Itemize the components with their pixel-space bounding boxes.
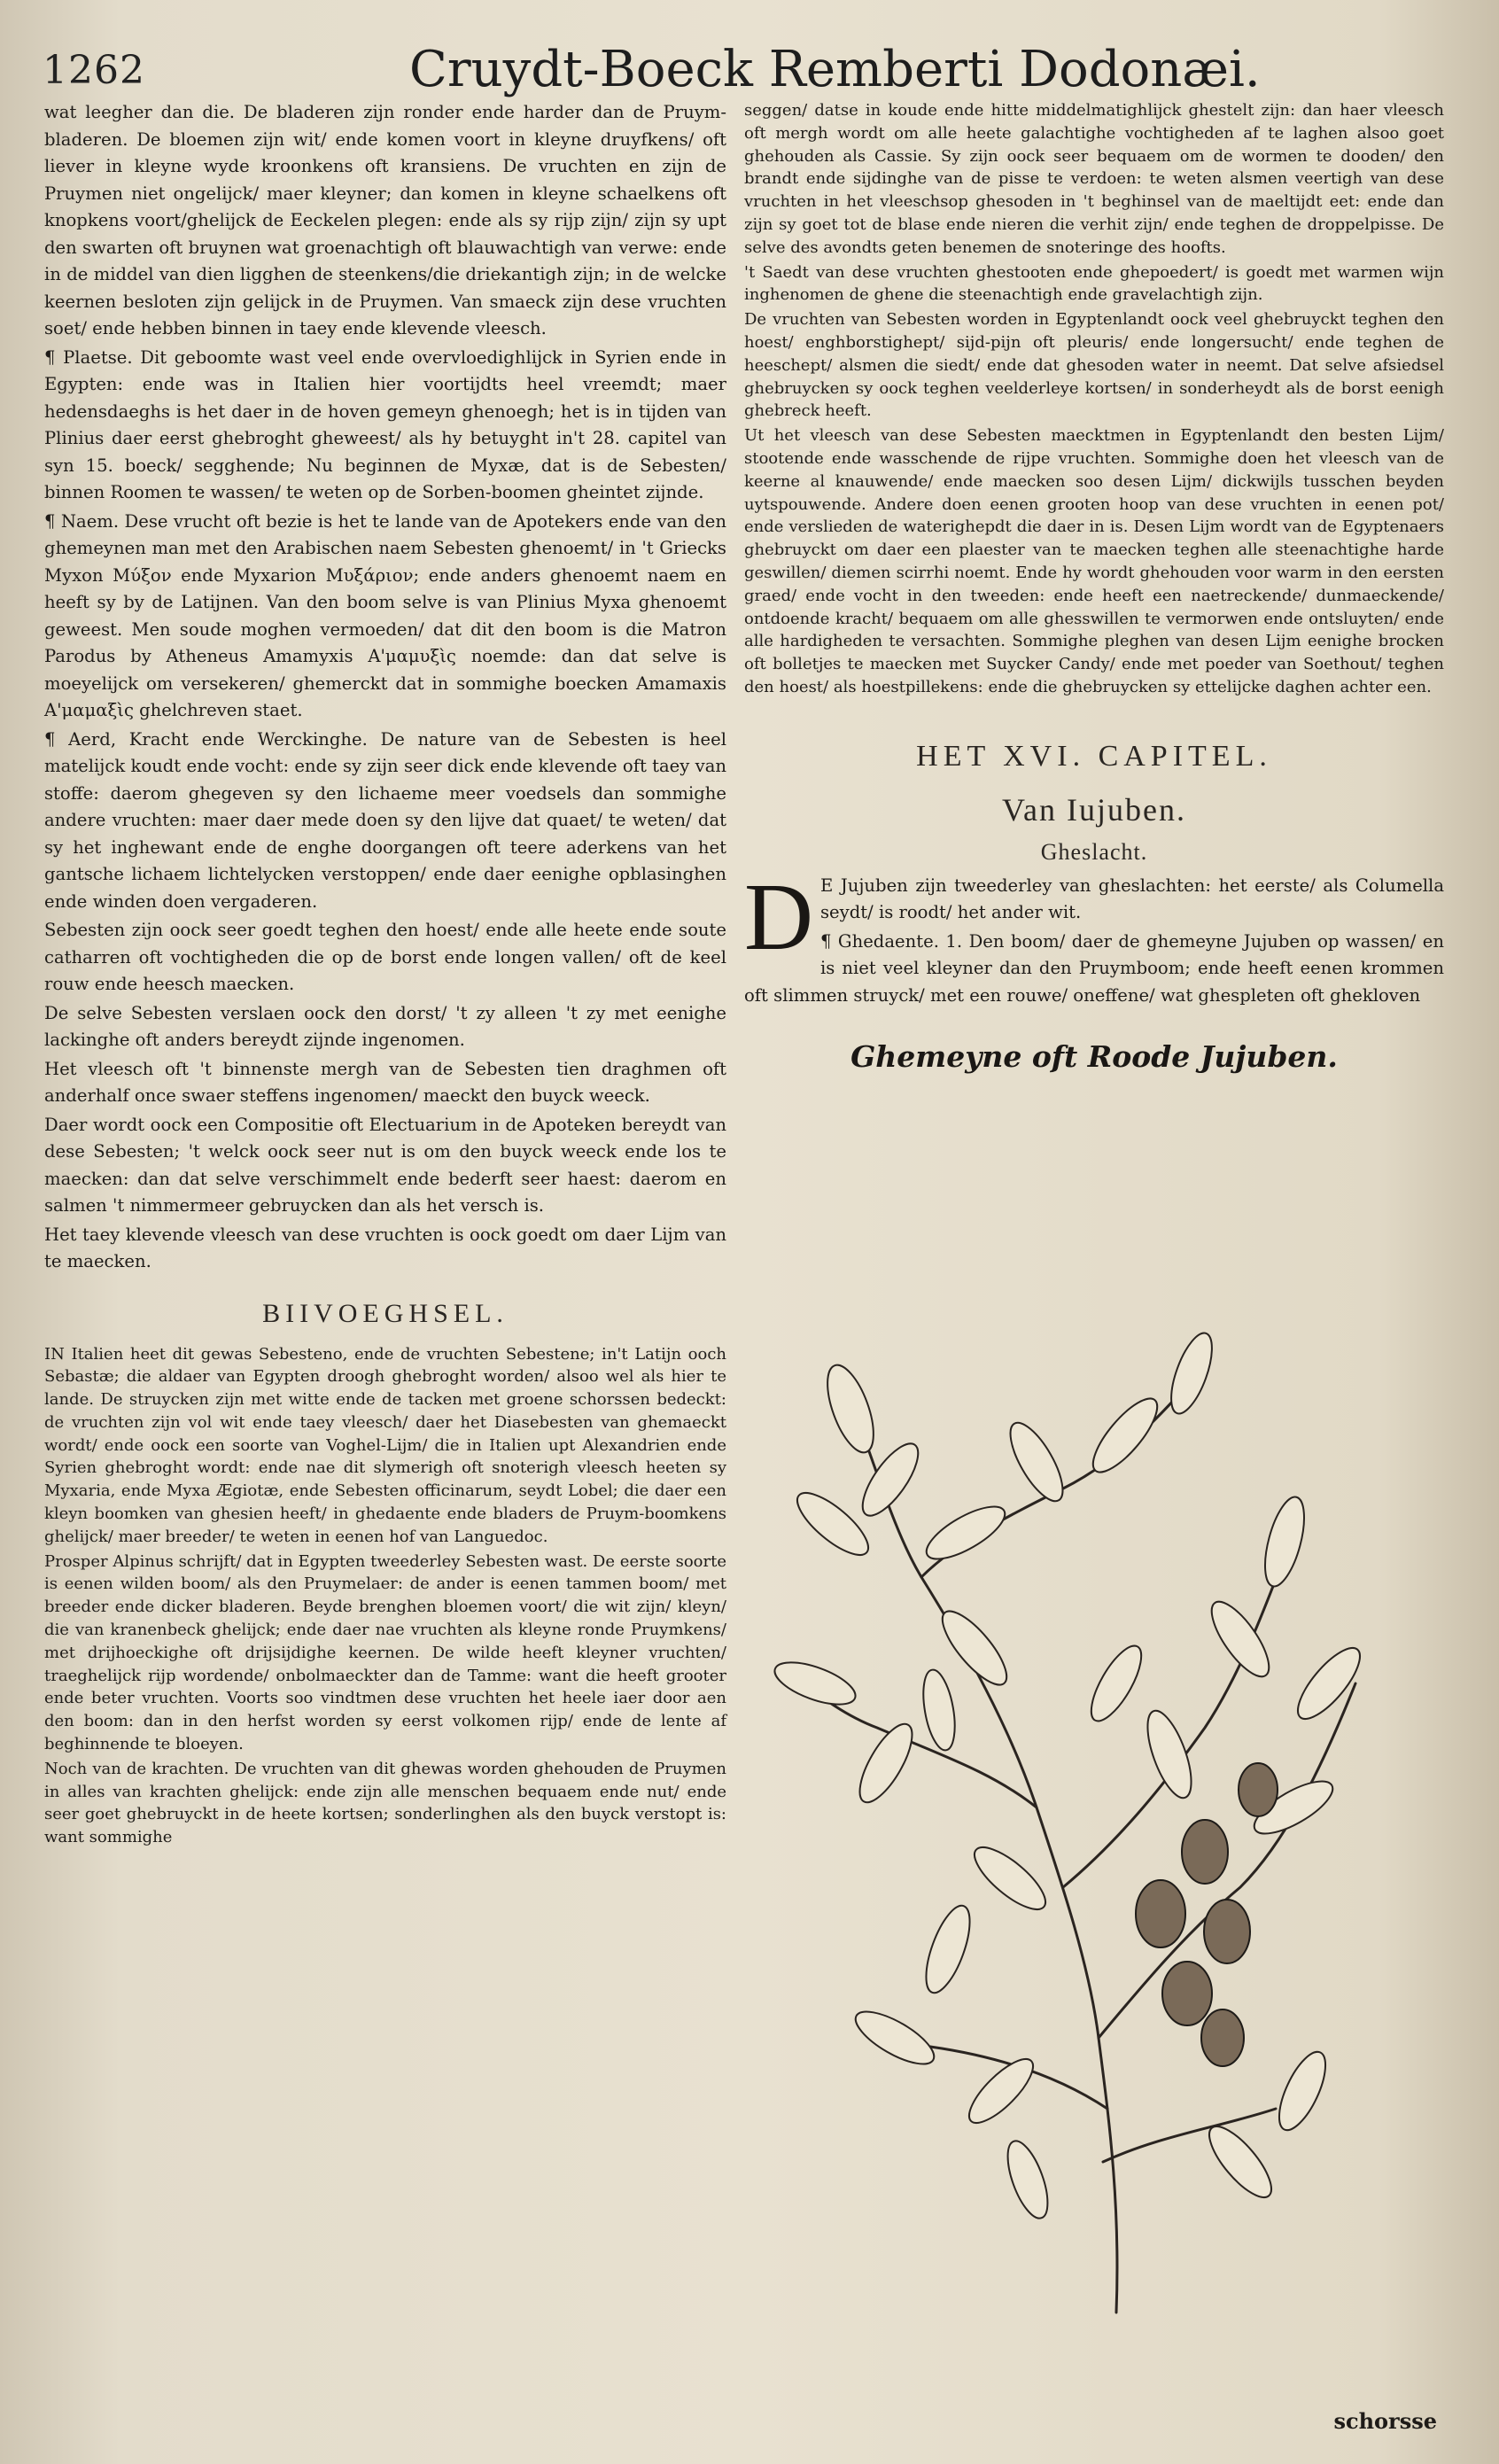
- bijvoeghsel-paragraph-1: IN Italien heet dit gewas Sebesteno, ende de vruchten Sebestene; in't Latijn ooch Sebastæ; die aldaer van Egypten droogh ghebroght worden/ alsoo wel als hier te lande. De struycken zijn met witte ende de tacken met groene schorssen bedeckt: de vruchten zijn vol wit ende taey vleesch/ daer het Diasebesten van ghemaeckt wordt/ ende oock een soorte van Voghel-Lijm/ die in Italien upt Alexandrien ende Syrien ghebroght wordt: ende nae dit slymerigh oft snoterigh vleesch heeten sy Myxaria, ende Myxa Ægiotæ, ende Sebesten officinarum, seydt Lobel; die daer een kleyn boomken van ghesien heeft/ in ghedaente ende bladers de Pruym-boomkens ghelijck/ maer breeder/ te weten in eenen hof van Languedoc.: [44, 1344, 726, 1546]
- left-paragraph-1: wat leegher dan die. De bladeren zijn ronder ende harder dan de Pruym-bladeren. De bloemen zijn wit/ ende komen voort in kleyne druyfkens/ oft liever in kleyne wyde kroonkens oft kransiens. De vruchten en zijn de Pruymen niet ongelijck/ maer kleyner; dan komen in kleyne schaelkens oft knopkens voort/ghelijck de Eeckelen plegen: ende als sy rijp zijn/ zijn sy upt den swarten oft bruynen wat groenachtigh oft blauwachtigh van verwe: ende in de middel van dien ligghen de steenkens/die driekantigh zijn; in de welcke keernen besloten zijn gelijck in de Pruymen. Van smaeck zijn dese vruchten soet/ ende hebben binnen in taey ende klevende vleesch.: [44, 102, 726, 338]
- right-paragraph-3: De vruchten van Sebesten worden in Egyptenlandt oock veel ghebruyckt teghen den hoest/ enghborstighept/ sijd-pijn oft pleuris/ ende longersucht/ ende teghen de heeschept/ alsmen die siedt/ ende dat ghesoden water in neemt. Dat selve afsiedsel ghebruycken sy oock teghen veelderleye kortsen/ in sonderheydt als de borst eenigh ghebreck heeft.: [744, 310, 1444, 421]
- page-header: [0, 35, 1499, 106]
- drop-cap: D: [744, 864, 813, 970]
- left-column: [44, 99, 726, 1851]
- left-paragraph-plaetse: ¶ Plaetse. Dit geboomte wast veel ende overvloedighlijck in Syrien ende in Egypten: ende was in Italien hier voortijdts heel vreemdt; maer hedensdaeghs is het daer in de hoven gemeyn ghenoegh; het is in tijden van Plinius daer eerst ghebroght gheweest/ als hy betuyght in't 28. capitel van syn 15. boeck/ segghende; Nu beginnen de Myxæ, dat is de Sebesten/ binnen Roomen te wassen/ te weten op de Sorben-boomen gheintet zijnde.: [44, 346, 726, 502]
- left-paragraph-6: De selve Sebesten verslaen oock den dorst/ 't zy alleen 't zy met eenighe lackinghe oft anders bereydt zijnde ingenomen.: [44, 1002, 726, 1050]
- ghedaente-paragraph: ¶ Ghedaente. 1. Den boom/ daer de ghemeyne Jujuben op wassen/ en is niet veel kleyner dan den Pruymboom; ende heeft eenen krommen oft slimmen struyck/ met een rouwe/ oneffene/ wat ghespleten oft ghekloven: [744, 930, 1444, 1006]
- geslacht-block: [744, 864, 1444, 1010]
- geslacht-heading: Gheslacht.: [1040, 838, 1148, 865]
- right-paragraph-4: Ut het vleesch van dese Sebesten maecktmen in Egyptenlandt den besten Lijm/ stootende ende wasschende de rijpe vruchten. Sommighe doen het vleesch van de keerne al knauwende/ ende maecken soo desen Lijm/ dickwijls tusschen beyden uytspouwende. Andere doen eenen grooten hoop van dese vruchten in eenen pot/ ende verslieden de waterighepdt die daer in is. Desen Lijm wordt van de Egyptenaers ghebruyckt om daer een plaester van te maecken teghen alle steenachtighe harde geswillen/ diemen scirrhi noemt. Ende hy wordt ghehouden voor warm in den eersten graed/ ende vocht in den tweeden: ende heeft een naetreckende/ dunmaeckende/ ontdoende kracht/ bequaem om alle ghesswillen te vermorwen ende ontsluyten/ ende alle hardigheden te versachten. Sommighe pleghen van desen Lijm eenighe brocken oft bolletjes te maecken met Suycker Candy/ ende met poeder van Soethout/ teghen den hoest/ als hoestpillekens: ende die ghebruycken sy ettelijcke daghen achter een.: [744, 426, 1444, 696]
- left-paragraph-7: Het vleesch oft 't binnenste mergh van de Sebesten tien draghmen oft anderhalf once swaer steffens ingenomen/ maeckt den buyck weeck.: [44, 1058, 726, 1106]
- leaves: [770, 1328, 1370, 2223]
- jujube-fruits: [1136, 1763, 1278, 2066]
- right-paragraph-1: seggen/ datse in koude ende hitte middelmatighlijck ghestelt zijn: dan haer vleesch oft mergh wordt om alle heete galachtighe vochtigheden af te laghen alsoo goet ghehouden als Cassie. Sy zijn oock seer bequaem om de wormen te dooden/ den brandt ende sijdinghe van de pisse te verdoen: te weten alsmen veertigh van dese vruchten in het vleeschsop ghesoden in 't beghinsel van de maeltijdt eet: ende dan zijn sy goet tot de blase ende nieren die verhit zijn/ ende teghen de droppelpisse. De selve des avondts geten benemen de snoteringe des hoofts.: [744, 101, 1444, 257]
- left-paragraph-naem: ¶ Naem. Dese vrucht oft bezie is het te lande van de Apotekers ende van den ghemeynen man met den Arabischen naem Sebesten ghenoemt/ in 't Griecks Myxon Μύξον ende Myxarion Μυξάριον; ende anders ghenoemt naem en heeft sy by de Latijnen. Van den boom selve is van Plinius Myxa ghenoemt geweest. Men soude moghen vermoeden/ dat dit den boom is die Matron Parodus by Atheneus Amamyxis Α'μαμυξὶς noemde: dan dat selve is moeyelijck om versekeren/ ghemerckt dat in sommighe boecken Amamaxis Α'μαμαξὶς ghelchreven staet.: [44, 510, 726, 720]
- page-number: 1262: [43, 48, 145, 93]
- chapter-title: Van Iujuben.: [1002, 791, 1186, 828]
- geslacht-paragraph: E Jujuben zijn tweederley van gheslachten: het eerste/ als Columella seydt/ is roodt/ het ander wit.: [820, 874, 1444, 923]
- chapter-heading: HET XVI. CAPITEL.: [916, 739, 1272, 773]
- bijvoeghsel-paragraph-3: Noch van de krachten. De vruchten van dit ghewas worden ghehouden de Pruymen in alles van krachten ghelijck: ende zijn alle menschen bequaem ende nut/ ende seer goet ghebruyckt in de heete kortsen; sonderlinghen als den buyck verstopt is: want sommighe: [44, 1759, 726, 1847]
- left-paragraph-9: Het taey klevende vleesch van dese vruchten is oock goedt om daer Lijm van te maecken.: [44, 1224, 726, 1271]
- left-paragraph-8: Daer wordt oock een Compositie oft Electuarium in de Apoteken bereydt van dese Sebesten; 't welck oock seer nut is om den buyck weeck ende los te maecken: dan dat selve verschimmelt ende bederft seer haest: daerom en salmen 't nimmermeer gebruycken dan als het versch is.: [44, 1114, 726, 1216]
- jujube-woodcut-illustration: [744, 1311, 1444, 2330]
- figure-caption: Ghemeyne oft Roode Jujuben.: [850, 1039, 1338, 1075]
- bijvoeghsel-heading: BIIVOEGHSEL.: [262, 1298, 509, 1328]
- bijvoeghsel-paragraph-2: Prosper Alpinus schrijft/ dat in Egypten tweederley Sebesten wast. De eerste soorte is eenen wilden boom/ als den Pruymelaer: de ander is eenen tammen boom/ met breeder ende dicker bladeren. Beyde brenghen bloemen voort/ die wit zijn/ kleyn/ die van kranenbeck ghelijck; ende daer nae vruchten als kleyne ronde Pruymkens/ met drijhoeckighe oft drijsijdighe keernen. De wilde heeft kleyner vruchten/ traeghelijck rijp wordende/ onbolmaeckter dan de Tamme: want die heeft grooter ende beter vruchten. Voorts soo vindtmen dese vruchten het heele iaer door aen den boom: dan in den herfst worden sy eerst volkomen rijp/ ende de lente af beghinnende te bloeyen.: [44, 1551, 726, 1754]
- catchword: schorsse: [1333, 2408, 1437, 2434]
- right-column: [744, 99, 1444, 1092]
- running-title: Cruydt-Boeck Remberti Dodonæi.: [409, 41, 1261, 98]
- left-paragraph-5: Sebesten zijn oock seer goedt teghen den hoest/ ende alle heete ende soute catharren oft vochtigheden die op de borst ende longen vallen/ oft de keel rouw ende heesch maecken.: [44, 920, 726, 994]
- right-paragraph-2: 't Saedt van dese vruchten ghestooten ende ghepoedert/ is goedt met warmen wijn inghenomen de ghene die steenachtigh ende gravelachtigh zijn.: [744, 262, 1444, 305]
- left-paragraph-aerd: ¶ Aerd, Kracht ende Werckinghe. De nature van de Sebesten is heel matelijck koudt ende vocht: ende sy zijn seer dick ende klevende oft taey van stoffe: daerom ghegeven sy den lichaeme meer voedsels dan sommighe andere vruchten: maer daer mede doen sy den lijve dat quaet/ te weten/ dat sy het inghewant ende de enghe doorgangen oft teere aderkens van het gantsche lichaem lichtelycken verstoppen/ ende daer eenighe opblasinghen ende winden doen vergaderen.: [44, 728, 726, 912]
